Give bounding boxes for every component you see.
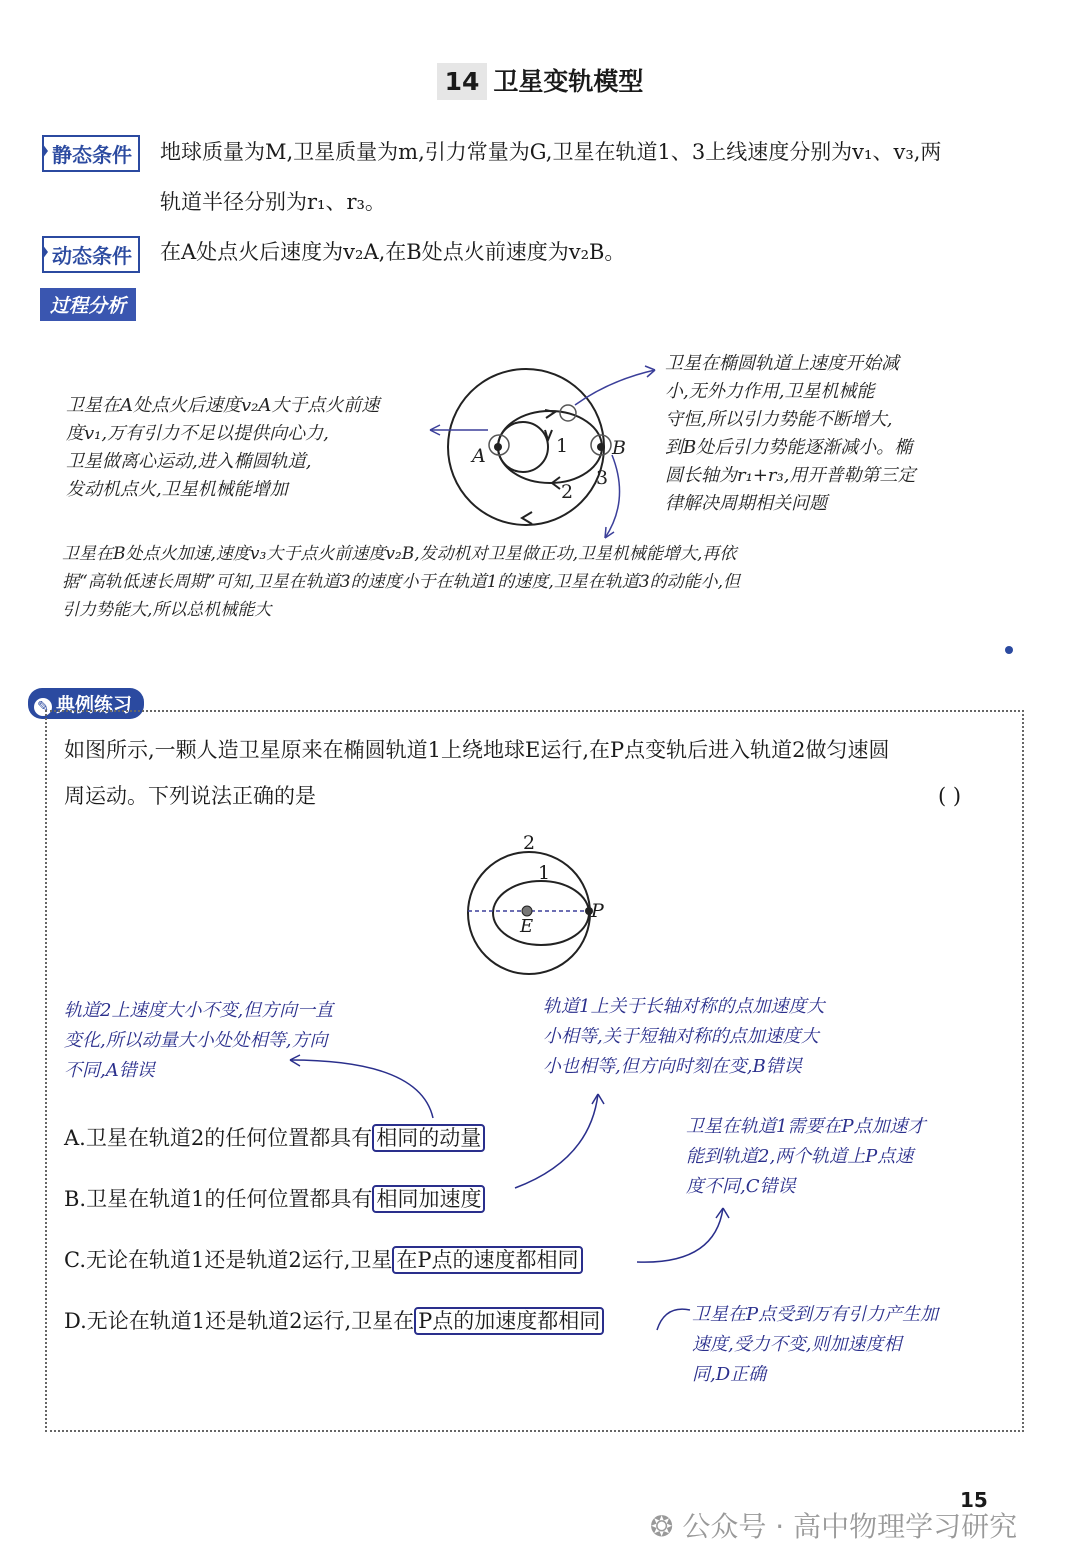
label-orbit-1: 1 — [556, 435, 569, 457]
note-bottom: 卫星在B处点火加速,速度v₃大于点火前速度v₂B,发动机对卫星做正功,卫星机械能增大,再依 据“高轨低速长周期”可知,卫星在轨道3的速度小于在轨道1的速度,卫星在轨道3的动能小,但 引力势能大,所以总机械能大 — [62, 544, 741, 620]
pointer-c — [637, 1208, 723, 1262]
option-d: D.无论在轨道1还是轨道2运行,卫星在 P点的加速度都相同 — [64, 1305, 604, 1335]
dynamic-conditions-tag: 动态条件 — [42, 236, 140, 273]
label-orbit-3: 3 — [596, 467, 609, 489]
page-number: 15 — [960, 1488, 988, 1512]
option-c: C.无论在轨道1还是轨道2运行,卫星 在P点的速度都相同 — [64, 1244, 583, 1274]
static-conditions-line1: 地球质量为M,卫星质量为m,引力常量为G,卫星在轨道1、3上线速度分别为v₁、v₃,两 — [160, 140, 942, 164]
note-b: 轨道1上关于长轴对称的点加速度大 小相等,关于短轴对称的点加速度大 小也相等,但方向时刻在变,B错误 — [543, 996, 825, 1077]
example-tag: ✎ 典例练习 — [28, 688, 144, 719]
orbit-ellipse-1 — [493, 881, 589, 945]
process-analysis-tag: 过程分析 — [40, 288, 136, 321]
question-line2: 周运动。下列说法正确的是 — [64, 784, 316, 808]
note-c: 卫星在轨道1需要在P点加速才 能到轨道2,两个轨道上P点速 度不同,C错误 — [686, 1116, 926, 1197]
wechat-icon: ❂ — [650, 1510, 683, 1543]
question-line1: 如图所示,一颗人造卫星原来在椭圆轨道1上绕地球E运行,在P点变轨后进入轨道2做匀速圆 — [64, 738, 890, 762]
label-orbit-2: 2 — [561, 481, 574, 503]
static-conditions-tag: 静态条件 — [42, 135, 140, 172]
pointer-d — [657, 1309, 690, 1330]
pen-icon: ✎ — [34, 698, 52, 716]
label-a: A — [472, 445, 486, 467]
label-b: B — [612, 437, 626, 459]
note-d: 卫星在P点受到万有引力产生加 速度,受力不变,则加速度相 同,D正确 — [692, 1304, 939, 1385]
note-left: 卫星在A处点火后速度v₂A大于点火前速 度v₁,万有引力不足以提供向心力, 卫星做离心运动,进入椭圆轨道, 发动机点火,卫星机械能增加 — [66, 395, 380, 500]
note-right: 卫星在椭圆轨道上速度开始减 小,无外力作用,卫星机械能 守恒,所以引力势能不断增大, 到B处后引力势能逐渐减小。椭 圆长轴为r₁+r₃,用开普勒第三定 律解决周期相关问题 — [665, 353, 916, 514]
label-e: E — [520, 916, 534, 937]
label-orbit2: 2 — [523, 832, 536, 854]
section-number: 14 — [437, 63, 488, 100]
label-p: P — [591, 900, 604, 922]
watermark: ❂ 公众号 · 高中物理学习研究 — [650, 1510, 1018, 1543]
option-b: B.卫星在轨道1的任何位置都具有 相同加速度 — [64, 1183, 485, 1213]
pointer-b — [515, 1094, 598, 1188]
note-a: 轨道2上速度大小不变,但方向一直 变化,所以动量大小处处相等,方向 不同,A错误 — [64, 1000, 334, 1081]
static-conditions-line2: 轨道半径分别为r₁、r₃。 — [160, 190, 386, 214]
option-a: A.卫星在轨道2的任何位置都具有 相同的动量 — [64, 1122, 485, 1152]
label-orbit1: 1 — [538, 862, 551, 884]
section-title: 卫星变轨模型 — [493, 67, 644, 96]
answer-paren: ( ) — [938, 784, 962, 808]
dynamic-conditions-text: 在A处点火后速度为v₂A,在B处点火前速度为v₂B。 — [160, 240, 626, 264]
earth-e — [522, 906, 532, 916]
